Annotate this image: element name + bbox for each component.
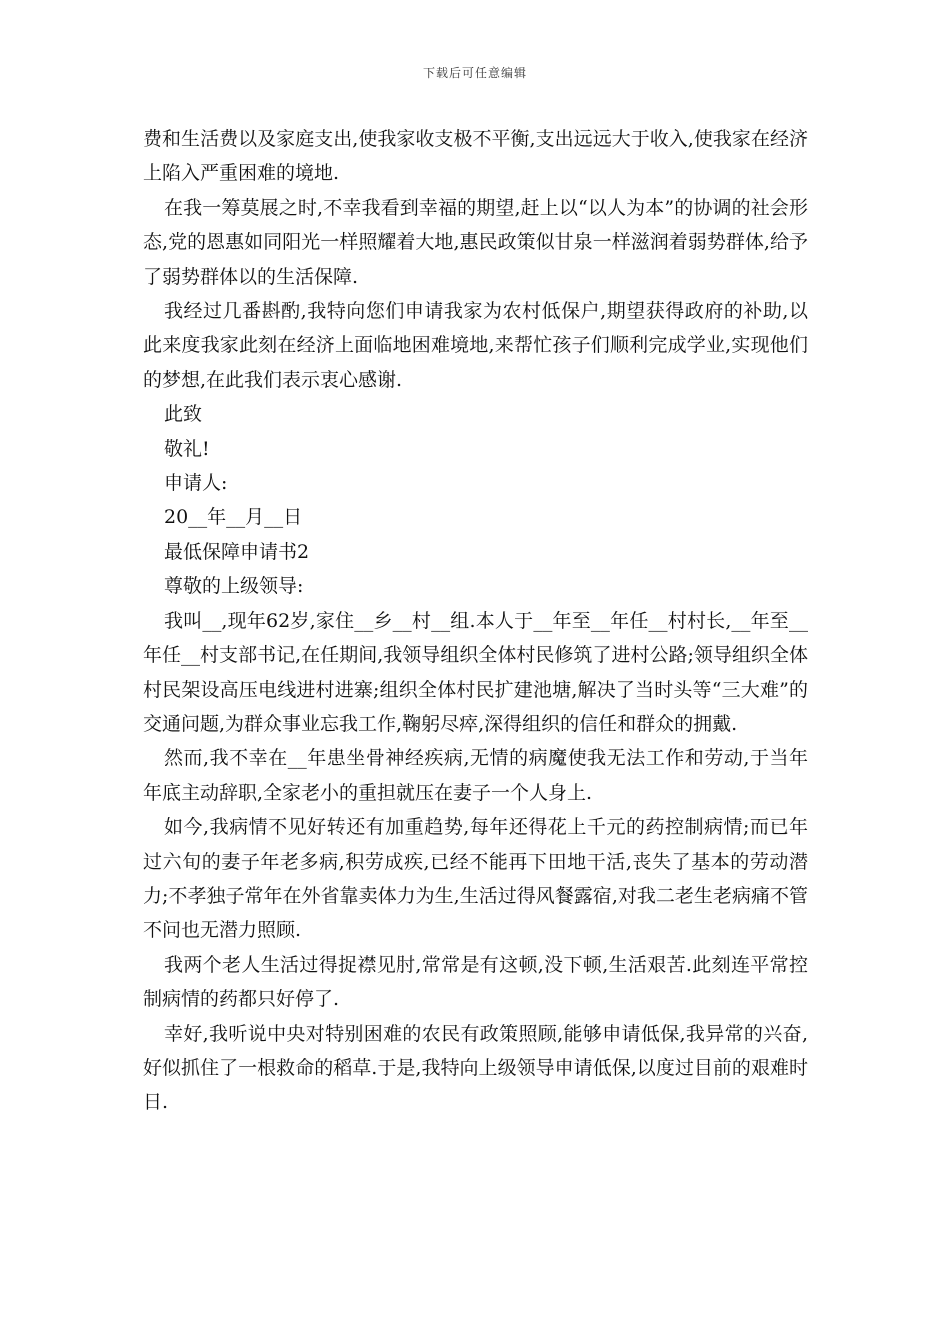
date-line: 20__年__月__日 bbox=[164, 506, 303, 529]
paragraph: 费和生活费以及家庭支出,使我家收支极不平衡,支出远远大于收入,使我家在经济上陷入严重困难的境地. bbox=[143, 128, 808, 185]
applicant-label: 申请人: bbox=[164, 472, 228, 495]
paragraph: 如今,我病情不见好转还有加重趋势,每年还得花上千元的药控制病情;而已年过六旬的妻子年老多病,积劳成疾,已经不能再下田地干活,丧失了基本的劳动潜力;不孝独子常年在外省靠卖体力为生,生活过得风餐露宿,对我二老生老病痛不管不问也无潜力照顾. bbox=[143, 816, 808, 942]
paragraph: 我两个老人生活过得捉襟见肘,常常是有这顿,没下顿,生活艰苦.此刻连平常控制病情的药都只好停了. bbox=[143, 953, 808, 1011]
paragraph: 在我一筹莫展之时,不幸我看到幸福的期望,赶上以“以人为本”的协调的社会形态,党的恩惠如同阳光一样照耀着大地,惠民政策似甘泉一样滋润着弱势群体,给予了弱势群体以的生活保障. bbox=[143, 196, 808, 288]
greeting: 尊敬的上级领导: bbox=[164, 575, 304, 598]
paragraph: 幸好,我听说中央对特别困难的农民有政策照顾,能够申请低保,我异常的兴奋,好似抓住了一根救命的稻草.于是,我特向上级领导申请低保,以度过目前的艰难时日. bbox=[143, 1022, 808, 1114]
paragraph: 然而,我不幸在__年患坐骨神经疾病,无情的病魔使我无法工作和劳动,于当年年底主动辞职,全家老小的重担就压在妻子一个人身上. bbox=[143, 747, 808, 804]
page-header-note: 下载后可任意编辑 bbox=[422, 66, 527, 80]
closing-salutation: 此致 bbox=[164, 403, 203, 426]
paragraph: 我叫__,现年62岁,家住__乡__村__组.本人于__年至__年任__村村长,__年至__年任__村支部书记,在任期间,我领导组织全体村民修筑了进村公路;领导组织全体村民架设高压电线进村进寨;组织全体村民扩建池塘,解决了当时头等“三大难”的交通问题,为群众事业忘我工作,鞠躬尽瘁,深得组织的信任和群众的拥戴. bbox=[143, 609, 808, 735]
closing-regards: 敬礼! bbox=[164, 437, 210, 460]
paragraph: 我经过几番斟酌,我特向您们申请我家为农村低保户,期望获得政府的补助,以此来度我家此刻在经济上面临地困难境地,来帮忙孩子们顺利完成学业,实现他们的梦想,在此我们表示衷心感谢. bbox=[143, 300, 808, 391]
section-title: 最低保障申请书2 bbox=[164, 540, 310, 563]
document-body bbox=[143, 122, 808, 1120]
